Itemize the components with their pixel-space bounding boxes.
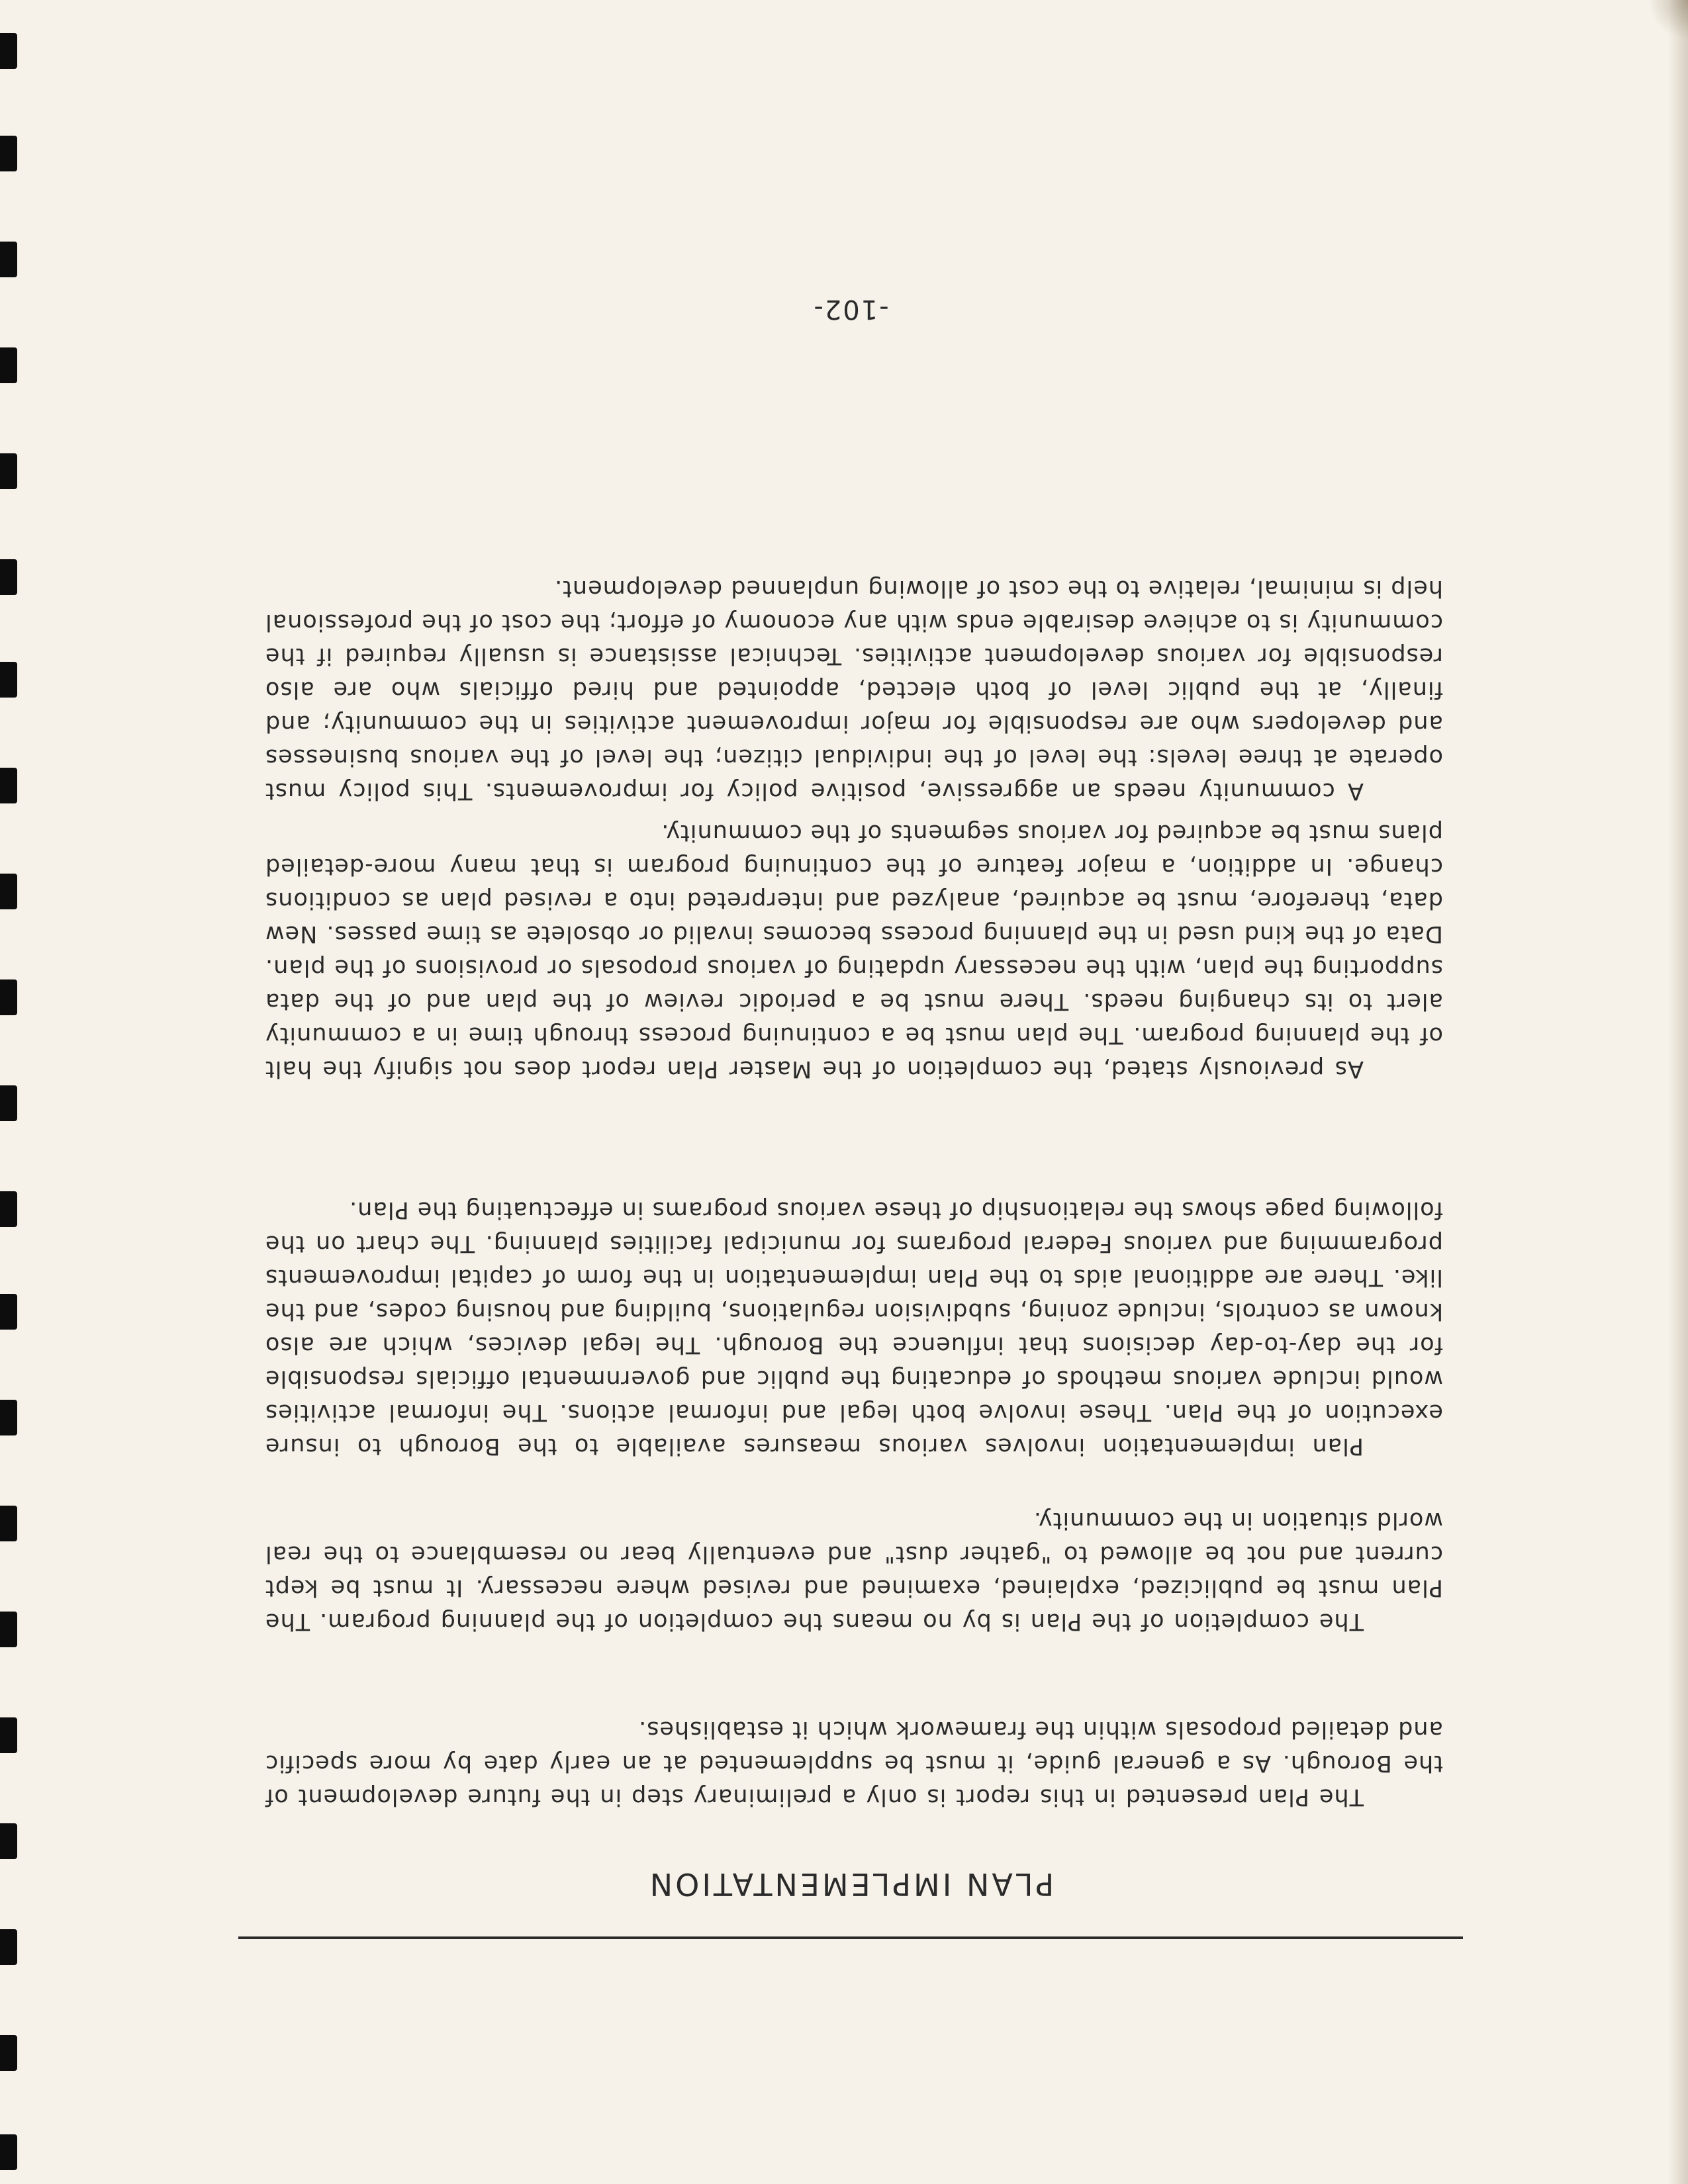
binding-hole — [0, 1612, 17, 1647]
binding-holes — [0, 0, 26, 2184]
document-content — [238, 185, 1463, 1939]
page-number: -102- — [812, 294, 889, 324]
binding-hole — [0, 979, 17, 1015]
paragraph-continuing-process: As previously stated, the completion of the Master Plan report does not signify the halt of the planning program. The plan must be a continuing process through time in a community alert to its changing needs. There must be a periodic review of the plan and of the data supporting the plan, with the necessary updating of various proposals or provisions of the plan. Data of the kind used in the planning process becomes invalid or obsolete as time passes. New data, therefore, must be acquired, analyzed and interpreted into a revised plan as conditions change. In addition, a major feature of the continuing program is that many more-detailed plans must be acquired for various segments of the community. — [265, 819, 1443, 1082]
binding-hole — [0, 1191, 17, 1227]
header-rule — [238, 1936, 1463, 1939]
binding-hole — [0, 1085, 17, 1121]
binding-hole — [0, 662, 17, 698]
page-edge-shadow — [1668, 0, 1688, 2184]
paragraph-improvement-policy: A community needs an aggressive, positive policy for improvements. This policy must operate at three levels: the level of the individual citizen; the level of the various businesses and developers who are responsible for major improvement activities in the community; and finally, at the public level of both elected, appointed and hired officials who are also responsible for various development activities. Technical assistance is usually required if the community is to achieve desirable ends with any economy of effort; the cost of the professional help is minimal, relative to the cost of allowing unplanned development. — [265, 575, 1443, 804]
binding-hole — [0, 1400, 17, 1435]
paragraph-implementation-measures: Plan implementation involves various measures available to the Borough to insure execution of the Plan. These involve both legal and informal actions. The informal activities would include various methods of educating the public and governmental officials responsible for the day-to-day decisions that influence the Borough. The legal devices, which are also known as controls, include zoning, subdivision regulations, building and housing codes, and the like. There are additional aids to the Plan implementation in the form of capital improvements programming and various Federal programs for municipal facilities planning. The chart on the following page shows the relationship of these various programs in effectuating the Plan. — [265, 1197, 1443, 1459]
paragraph-preliminary-step: The Plan presented in this report is only a preliminary step in the future development of the Borough. As a general guide, it must be supplemented at an early date by more specific and detailed proposals within the framework which it establishes. — [265, 1716, 1443, 1810]
binding-hole — [0, 33, 17, 69]
binding-hole — [0, 347, 17, 383]
binding-hole — [0, 1929, 17, 1965]
binding-hole — [0, 2134, 17, 2170]
binding-hole — [0, 768, 17, 803]
binding-hole — [0, 2035, 17, 2071]
binding-hole — [0, 1823, 17, 1859]
section-title: PLAN IMPLEMENTATION — [647, 1866, 1055, 1902]
binding-hole — [0, 1294, 17, 1330]
page-corner-shade — [1648, 0, 1688, 40]
binding-hole — [0, 242, 17, 277]
binding-hole — [0, 136, 17, 171]
paragraph-completion: The completion of the Plan is by no means the completion of the planning program. The Plan must be publicized, explained, examined and revised where necessary. It must be kept current and not be allowed to "gather dust" and eventually bear no resemblance to the real world situation in the community. — [265, 1507, 1443, 1635]
binding-hole — [0, 453, 17, 489]
binding-hole — [0, 874, 17, 909]
binding-hole — [0, 1717, 17, 1753]
binding-hole — [0, 1506, 17, 1541]
binding-hole — [0, 559, 17, 595]
